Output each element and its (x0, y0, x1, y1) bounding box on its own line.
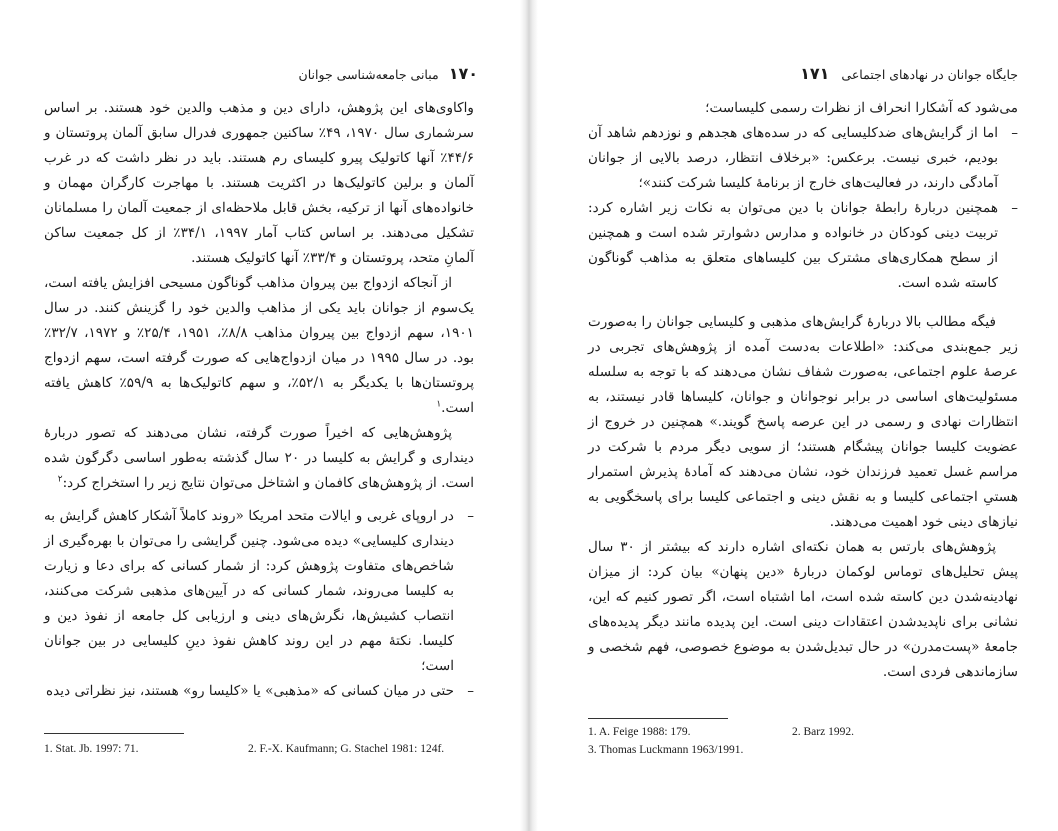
footnote-ref-1: ۱ (436, 399, 442, 410)
left-page (0, 0, 520, 831)
left-footnote-1: 1. Stat. Jb. 1997: 71. (44, 743, 139, 755)
dash-icon: – (467, 683, 474, 699)
footnote-rule (44, 733, 184, 734)
left-paragraph-3-text: پژوهش‌هایی که اخیراً صورت گرفته، نشان می‌دهند که تصور دربارهٔ دینداری و گرایش به کلیسا در ۲۰ سال گذشته به‌طور اساسی دگرگون شده است. از پژوهش‌های کافمان و اشتاخل می‌توان نتایج زیر را استخراج کرد: (44, 425, 474, 491)
dash-icon: – (1011, 200, 1018, 216)
dash-icon: – (467, 508, 474, 524)
right-bullet-1 (588, 121, 1018, 196)
left-paragraph-2-text: از آنجاکه ازدواج بین پیروان مذاهب گوناگون مسیحی افزایش یافته است، یک‌سوم از جوانان باید یکی از مذاهب والدین خود را گزینش کنند. در سال ۱۹۰۱، سهم ازدواج بین پیروان مذاهب ۸/۸٪، ۱۹۵۱، ۲۵/۴٪ و ۱۹۷۲، ۳۲/۷٪ بود. در سال ۱۹۹۵ در میان ازدواج‌هایی که صورت گرفته است، سهم ازدواج پروتستان‌ها با یکدیگر به ۵۲/۱٪، و سهم کاتولیک‌ها به ۵۹/۹٪ کاهش یافته است. (44, 275, 474, 416)
left-bullet-2 (44, 679, 474, 704)
right-page-number: ۱۷۱ (800, 64, 830, 83)
left-page-header (48, 62, 478, 86)
dash-icon: – (1011, 125, 1018, 141)
left-bullet-1-text: در اروپای غربی و ایالات متحد امریکا «روند کاملاً آشکار کاهش گرایش به دینداری کلیسایی» دیده می‌شود. چنین گرایشی را می‌توان با بهره‌گیری از شاخص‌های متفاوت پژوهش کرد: از شمار کسانی که برای دعا و زیارت به کلیسا می‌روند، شمار کسانی که در آیین‌های مذهبی شرکت می‌کنند، انتصاب کشیش‌ها، نگرش‌های دینی و ارزیابی کل جامعه از نفوذ دین و کلیسا. نکتهٔ مهم در این روند کاهش نفوذ دینِ کلیسایی در بین جوانان است؛ (44, 508, 454, 674)
right-footnote-2: 2. Barz 1992. (792, 726, 854, 738)
left-running-title: مبانی جامعه‌شناسی جوانان (298, 67, 439, 82)
right-page-header (588, 62, 1018, 86)
left-paragraph-3 (44, 421, 474, 496)
footnote-rule (588, 718, 728, 719)
left-paragraph-2 (44, 271, 474, 421)
left-page-body (44, 96, 474, 704)
book-gutter (520, 0, 538, 831)
right-page-body (588, 96, 1018, 685)
right-footnote-3: 3. Thomas Luckmann 1963/1991. (588, 744, 744, 756)
left-bullet-1 (44, 504, 474, 679)
left-bullet-2-text: حتی در میان کسانی که «مذهبی» یا «کلیسا رو» هستند، نیز نظراتی دیده (46, 683, 454, 699)
right-footnote-1: 1. A. Feige 1988: 179. (588, 726, 691, 738)
right-opening-line: می‌شود که آشکارا انحراف از نظرات رسمی کلیساست؛ (705, 100, 1018, 116)
right-bullet-2-text: همچنین دربارهٔ رابطهٔ جوانان با دین می‌توان به نکات زیر اشاره کرد: تربیت دینی کودکان در خانواده و مدارس دشوارتر شده است و همچنین از سطح همکاری‌های مشترک بین کلیساهای متعلق به مذاهب گوناگون کاسته شده است. (588, 200, 998, 291)
right-bullet-1-text: اما از گرایش‌های ضدکلیسایی که در سده‌های هجدهم و نوزدهم شاهد آن بودیم، خبری نیست. برعکس: «برخلاف انتظار، درصد بالایی از جوانان آمادگی دارند، در فعالیت‌های خارج از برنامهٔ کلیسا شرکت کنند»؛ (588, 125, 998, 191)
footnote-ref-2: ۲ (57, 474, 63, 485)
left-footnote-2: 2. F.-X. Kaufmann; G. Stachel 1981: 124f. (248, 743, 445, 755)
right-bullet-2 (588, 196, 1018, 296)
left-paragraph-1: واکاوی‌های این پژوهش، دارای دین و مذهب والدین خود هستند. بر اساس سرشماری سال ۱۹۷۰، ۴۹٪ ساکنین جمهوری فدرال سابق آلمان پروتستان و ۴۴/۶٪ آنها کاتولیک پیرو کلیسای رم هستند. باید در نظر داشت که در غرب آلمان و برلین کاتولیک‌ها در اکثریت هستند. با مهاجرت کارگران مهمان و خانواده‌های آنها از ترکیه، بخش قابل ملاحظه‌ای از جمعیت آلمان را مسلمانان تشکیل می‌دهند. بر اساس کتاب آمار ۱۹۹۷، ۳۴/۱٪ از کل جمعیت ساکن آلمانِ متحد، پروتستان و ۳۳/۴٪ آنها کاتولیک هستند. (44, 100, 474, 266)
left-page-number: ۱۷۰ (448, 64, 478, 83)
right-paragraph-1: فیگه مطالب بالا دربارهٔ گرایش‌های مذهبی و کلیسایی جوانان را به‌صورت زیر جمع‌بندی می‌کند: «اطلاعات به‌دست آمده از پژوهش‌های تجربی در عرصهٔ علوم اجتماعی، به‌صورت شفاف نشان می‌دهند که با توجه به سلسله مسئولیت‌های اساسی در برابر نوجوانان و جوانان، کلیساها قادر نیستند، به انتظارات نهادی و رسمی در این عرصه پاسخ گویند.» همچنین در خروج از عضویت کلیسا جوانان پیشگام هستند؛ از سویی دیگر مردم با شرکت در مراسم غسل تعمید فرزندان خود، نشان می‌دهند که آمادهٔ پذیرش استمرار هستیِ اجتماعی کلیسا و به نقش دینی و اجتماعی کلیسا برای پاسخگویی به نیازهای دینی خود اهمیت می‌دهند. (588, 314, 1018, 530)
right-page (538, 0, 1058, 831)
right-paragraph-2: پژوهش‌های بارتس به همان نکته‌ای اشاره دارند که بیشتر از ۳۰ سال پیش تحلیل‌های توماس لوکمان دربارهٔ «دین پنهان» بیان کرد: از میزان نهادینه‌شدن دین کاسته شده است، اما اشتباه است، اگر تصور کنیم که این، نشانی برای ناپدیدشدن اعتقادات دینی است. این پدیده مانند دیگر پدیده‌های جامعهٔ «پست‌مدرن» در حال تبدیل‌شدن به موضوع خصوصی، فهم شخصی و سازماندهی فردی است. (588, 539, 1018, 680)
right-running-title: جایگاه جوانان در نهادهای اجتماعی (841, 67, 1018, 82)
